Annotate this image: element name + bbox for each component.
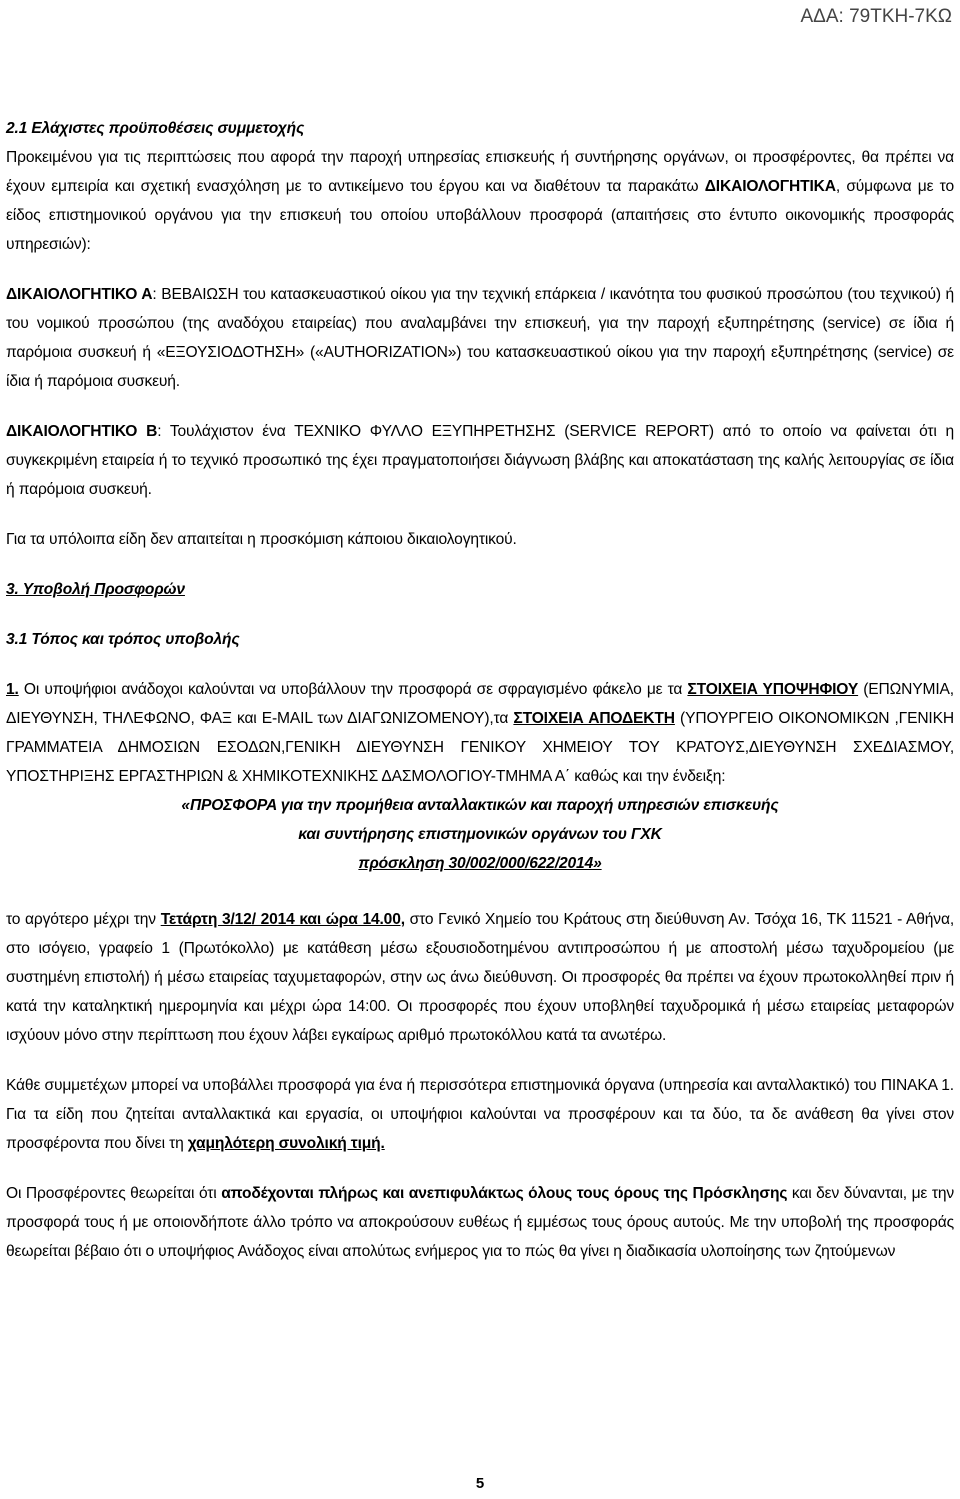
text-run: στο Γενικό Χημείο του Κράτους στη διεύθυνση Αν. Τσόχα 16, ΤΚ 11521 - Αθήνα, στο ισόγειο, γραφείο 1 (Πρωτόκολλο) με κατάθεση μέσω εξουσιοδοτημένου αντιπροσώπου ή με αποστολή μέσω ταχυδρομείου (με συστημένη επιστολή) ή μέσω εταιρείας ταχυμεταφορών, στην ως άνω διεύθυνση. Οι προσφορές θα πρέπει να έχουν πρωτοκολληθεί πριν ή κατά την καταληκτική ημερομηνία και μέχρι ώρα 14:00. Οι προσφορές που έχουν υποβληθεί ταχυδρομικά ή μέσω εταιρείας μεταφορών ισχύουν μόνο στην περίπτωση που έχουν λάβει εγκαίρως αριθμό πρωτοκόλλου κατά τα ανωτέρω. bbox=[6, 911, 955, 1044]
text-run: (ΥΠΟΥΡΓΕΙΟ ΟΙΚΟΝΟΜΙΚΩΝ ,ΓΕΝΙΚΗ ΓΡΑΜΜΑΤΕΙΑ ΔΗΜΟΣΙΩΝ ΕΣΟΔΩΝ,ΓΕΝΙΚΗ ΔΙΕΥΘΥΝΣΗ ΓΕΝΙΚΟΥ ΧΗΜΕΙΟΥ ΤΟΥ ΚΡΑΤΟΥΣ,ΔΙΕΥΘΥΝΣΗ ΣΧΕΔΙΑΣΜΟΥ, ΥΠΟΣΤΗΡΙΞΗΣ ΕΡΓΑΣΤΗΡΙΩΝ & ΧΗΜΙΚΟΤΕΧΝΙΚΗΣ ΔΑΣΜΟΛΟΓΙΟΥ-ΤΜΗΜΑ Α΄ καθώς και την ένδειξη: bbox=[6, 710, 954, 785]
paragraph-dikaiologitiko-b bbox=[6, 417, 954, 504]
section-3-title: 3. Υποβολή Προσφορών bbox=[6, 581, 185, 598]
document-body bbox=[6, 114, 954, 1266]
offer-label bbox=[6, 791, 954, 878]
text-run: (ΕΠΩΝΥΜΙΑ, ΔΙΕΥΘΥΝΣΗ, ΤΗΛΕΦΩΝΟ, ΦΑΞ και E-MAIL των ΔΙΑΓΩΝΙΖΟΜΕΝΟΥ),τα bbox=[6, 681, 954, 727]
text-run: , σύμφωνα με το είδος επιστημονικού οργάνου για την επισκευή του οποίου υποβάλλουν προσφορά (απαιτήσεις στο έντυπο οικονομικής προσφοράς υπηρεσιών): bbox=[6, 178, 954, 253]
bold-run: 1. bbox=[6, 681, 19, 698]
paragraph-deadline bbox=[6, 905, 954, 1050]
bold-run: αποδέχονται πλήρως και ανεπιφυλάκτως όλους τους όρους της Πρόσκλησης bbox=[221, 1185, 788, 1202]
text-run: Προκειμένου για τις περιπτώσεις που αφορά την παροχή υπηρεσίας επισκευής ή συντήρησης οργάνων, οι προσφέροντες, θα πρέπει να έχουν εμπειρία και σχετική ενασχόληση με το αντικείμενο του έργου και να διαθέτουν τα παρακάτω bbox=[6, 149, 954, 195]
offer-label-line: «ΠΡΟΣΦΟΡΑ για την προμήθεια ανταλλακτικών και παροχή υπηρεσιών επισκευής bbox=[181, 797, 779, 814]
bold-run: Τετάρτη 3/12/ 2014 και ώρα 14.00, bbox=[160, 911, 405, 928]
ada-code: ΑΔΑ: 79ΤΚΗ-7ΚΩ bbox=[800, 6, 952, 27]
text-run: Οι υποψήφιοι ανάδοχοι καλούνται να υποβάλλουν την προσφορά σε σφραγισμένο φάκελο με τα bbox=[18, 681, 688, 698]
text-run: : ΒΕΒΑΙΩΣΗ του κατασκευαστικού οίκου για την τεχνική επάρκεια / ικανότητα του φυσικού προσώπου (του τεχνικού) ή του νομικού προσώπου (της αναδόχου εταιρείας) που αναλαμβάνει την επισκευή, για την παροχή εξυπηρέτησης (service) σε ίδια ή παρόμοια συσκευή ή «ΕΞΟΥΣΙΟΔΟΤΗΣΗ» («AUTHORIZATION») του κατασκευαστικού οίκου για την παροχή εξυπηρέτησης (service) σε ίδια ή παρόμοια συσκευή. bbox=[6, 286, 954, 390]
paragraph-terms bbox=[6, 1179, 954, 1266]
bold-run: ΔΙΚΑΙΟΛΟΓΗΤΙΚΟ Α bbox=[6, 286, 153, 303]
bold-run: ΣΤΟΙΧΕΙΑ ΥΠΟΨΗΦΙΟΥ bbox=[687, 681, 859, 698]
page-number: 5 bbox=[475, 1475, 485, 1492]
paragraph-dikaiologitiko-a bbox=[6, 280, 954, 396]
text-run: Οι Προσφέροντες θεωρείται ότι bbox=[6, 1185, 222, 1202]
text-run: : Τουλάχιστον ένα ΤΕΧΝΙΚΟ ΦΥΛΛΟ ΕΞΥΠΗΡΕΤΗΣΗΣ (SERVICE REPORT) από το οποίο να φαίνεται ότι η συγκεκριμένη εταιρεία ή το τεχνικό προσωπικό της έχει πραγματοποιήσει διάγνωση βλάβης και αποκατάσταση της καλής λειτουργίας σε ίδια ή παρόμοια συσκευή. bbox=[6, 423, 955, 498]
section-3-1-title: 3.1 Τόπος και τρόπος υποβολής bbox=[6, 631, 240, 648]
paragraph-other-items: Για τα υπόλοιπα είδη δεν απαιτείται η προσκόμιση κάποιου δικαιολογητικού. bbox=[6, 531, 517, 548]
bold-run: ΔΙΚΑΙΟΛΟΓΗΤΙΚΑ bbox=[704, 178, 836, 195]
section-2-1-title: 2.1 Ελάχιστες προϋποθέσεις συμμετοχής bbox=[6, 120, 305, 137]
bold-run: ΔΙΚΑΙΟΛΟΓΗΤΙΚΟ Β bbox=[6, 423, 158, 440]
bold-run: χαμηλότερη συνολική τιμή. bbox=[187, 1135, 385, 1152]
text-run: Κάθε συμμετέχων μπορεί να υποβάλλει προσφορά για ένα ή περισσότερα επιστημονικά όργανα (υπηρεσία και ανταλλακτικό) του ΠΙΝΑΚΑ 1. Για τα είδη που ζητείται ανταλλακτικά και εργασία, οι υποψήφιοι καλούνται να προσφέρουν και τα δύο, τα δε ανάθεση θα γίνει στον προσφέροντα που δίνει τη bbox=[6, 1077, 954, 1152]
bold-run: ΣΤΟΙΧΕΙΑ ΑΠΟΔΕΚΤΗ bbox=[513, 710, 675, 727]
paragraph-participants bbox=[6, 1071, 954, 1158]
offer-label-line: πρόσκληση 30/002/000/622/2014» bbox=[358, 855, 602, 872]
offer-label-line: και συντήρησης επιστημονικών οργάνων του ΓΧΚ bbox=[298, 826, 662, 843]
paragraph-submission bbox=[6, 675, 954, 791]
text-run: και δεν δύνανται, με την προσφορά τους ή με οποιονδήποτε άλλο τρόπο να αποκρούσουν ευθέως ή εμμέσως τους όρους αυτούς. Με την υποβολή της προσφοράς θεωρείται βέβαιο ότι ο υποψήφιος Ανάδοχος είναι απολύτως ενήμερος για το πώς θα γίνει η διαδικασία υλοποίησης των ζητούμενων bbox=[6, 1185, 955, 1260]
text-run: το αργότερο μέχρι την bbox=[6, 911, 161, 928]
paragraph-intro bbox=[6, 143, 954, 259]
